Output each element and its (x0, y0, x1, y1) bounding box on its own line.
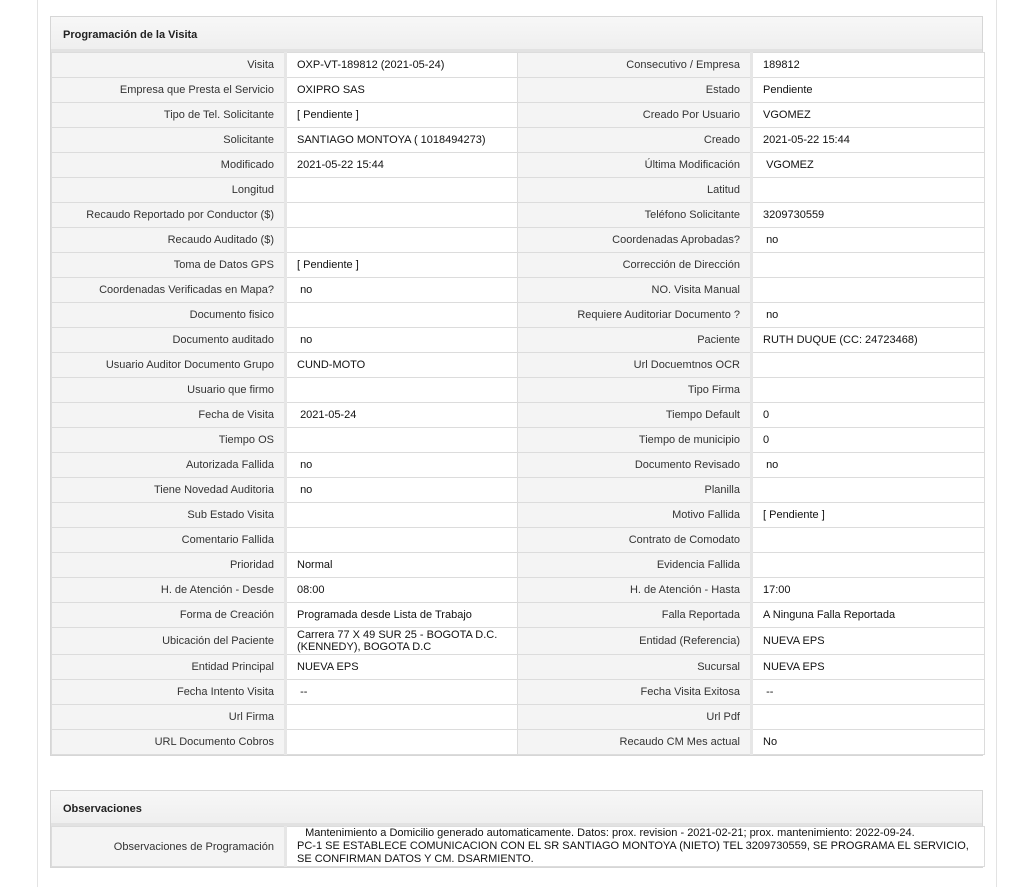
detail-row (52, 178, 985, 203)
field-label: Estado (518, 78, 752, 103)
field-value (286, 303, 518, 328)
field-label: Usuario Auditor Documento Grupo (52, 353, 286, 378)
field-value: NUEVA EPS (286, 655, 518, 680)
field-label: Ubicación del Paciente (52, 628, 286, 655)
field-value (286, 203, 518, 228)
field-value (752, 705, 985, 730)
field-value: VGOMEZ (752, 103, 985, 128)
detail-row (52, 578, 985, 603)
detail-row (52, 53, 985, 78)
field-value (752, 528, 985, 553)
field-label: Url Pdf (518, 705, 752, 730)
field-label: Prioridad (52, 553, 286, 578)
field-label: Usuario que firmo (52, 378, 286, 403)
field-label: Planilla (518, 478, 752, 503)
field-label: Paciente (518, 328, 752, 353)
field-value: no (286, 478, 518, 503)
detail-row (52, 128, 985, 153)
field-value (286, 178, 518, 203)
field-label: Tipo Firma (518, 378, 752, 403)
detail-row (52, 680, 985, 705)
field-value: no (752, 453, 985, 478)
field-label: Motivo Fallida (518, 503, 752, 528)
field-label: Entidad Principal (52, 655, 286, 680)
field-label: Tipo de Tel. Solicitante (52, 103, 286, 128)
field-value: 189812 (752, 53, 985, 78)
field-label: Entidad (Referencia) (518, 628, 752, 655)
field-value: NUEVA EPS (752, 655, 985, 680)
field-label: Empresa que Presta el Servicio (52, 78, 286, 103)
observations-line-note: PC-1 SE ESTABLECE COMUNICACION CON EL SR SANTIAGO MONTOYA (NIETO) TEL 3209730559, SE PROGRAMA EL SERVICIO, SE CONFIRMAN DATOS Y CM. DSARMIENTO. (297, 840, 969, 865)
field-label: Documento Revisado (518, 453, 752, 478)
field-value: 2021-05-24 (286, 403, 518, 428)
field-value (286, 378, 518, 403)
field-label: Creado Por Usuario (518, 103, 752, 128)
visit-schedule-title: Programación de la Visita (51, 17, 982, 52)
visit-details-table (51, 52, 985, 755)
field-value: SANTIAGO MONTOYA ( 1018494273) (286, 128, 518, 153)
field-value: [ Pendiente ] (752, 503, 985, 528)
detail-row (52, 103, 985, 128)
field-label: Coordenadas Aprobadas? (518, 228, 752, 253)
field-value: [ Pendiente ] (286, 253, 518, 278)
field-value: 2021-05-22 15:44 (752, 128, 985, 153)
field-value: RUTH DUQUE (CC: 24723468) (752, 328, 985, 353)
detail-row (52, 603, 985, 628)
observations-table (51, 826, 985, 867)
detail-row (52, 628, 985, 655)
field-value (286, 705, 518, 730)
detail-row (52, 403, 985, 428)
field-value (752, 553, 985, 578)
field-label: H. de Atención - Desde (52, 578, 286, 603)
field-label: Recaudo Reportado por Conductor ($) (52, 203, 286, 228)
field-label: Fecha de Visita (52, 403, 286, 428)
field-label: URL Documento Cobros (52, 730, 286, 755)
detail-row (52, 453, 985, 478)
detail-row (52, 730, 985, 755)
field-label: Comentario Fallida (52, 528, 286, 553)
field-label: Teléfono Solicitante (518, 203, 752, 228)
field-label: Corrección de Dirección (518, 253, 752, 278)
field-value (752, 253, 985, 278)
field-label: Sub Estado Visita (52, 503, 286, 528)
field-value: no (286, 328, 518, 353)
detail-row (52, 478, 985, 503)
detail-row (52, 303, 985, 328)
observations-label: Observaciones de Programación (52, 827, 286, 867)
field-label: H. de Atención - Hasta (518, 578, 752, 603)
field-label: Contrato de Comodato (518, 528, 752, 553)
field-label: Solicitante (52, 128, 286, 153)
field-value: OXIPRO SAS (286, 78, 518, 103)
field-label: Fecha Visita Exitosa (518, 680, 752, 705)
field-label: NO. Visita Manual (518, 278, 752, 303)
field-value: 08:00 (286, 578, 518, 603)
field-label: Última Modificación (518, 153, 752, 178)
field-value: 17:00 (752, 578, 985, 603)
field-value: No (752, 730, 985, 755)
field-label: Consecutivo / Empresa (518, 53, 752, 78)
field-value: CUND-MOTO (286, 353, 518, 378)
field-label: Fecha Intento Visita (52, 680, 286, 705)
field-label: Requiere Auditoriar Documento ? (518, 303, 752, 328)
observations-value (286, 827, 985, 867)
field-label: Url Docuemtnos OCR (518, 353, 752, 378)
field-value: A Ninguna Falla Reportada (752, 603, 985, 628)
field-value (752, 353, 985, 378)
field-value: 0 (752, 428, 985, 453)
field-value: -- (286, 680, 518, 705)
field-label: Documento fisico (52, 303, 286, 328)
field-label: Recaudo Auditado ($) (52, 228, 286, 253)
field-label: Creado (518, 128, 752, 153)
field-value: [ Pendiente ] (286, 103, 518, 128)
field-label: Longitud (52, 178, 286, 203)
field-label: Tiene Novedad Auditoria (52, 478, 286, 503)
detail-row (52, 203, 985, 228)
field-label: Sucursal (518, 655, 752, 680)
field-value: OXP-VT-189812 (2021-05-24) (286, 53, 518, 78)
observations-row (52, 827, 985, 867)
field-value: 3209730559 (752, 203, 985, 228)
field-value: VGOMEZ (752, 153, 985, 178)
field-label: Falla Reportada (518, 603, 752, 628)
field-label: Recaudo CM Mes actual (518, 730, 752, 755)
field-label: Tiempo Default (518, 403, 752, 428)
detail-row (52, 528, 985, 553)
detail-row (52, 378, 985, 403)
field-value: Carrera 77 X 49 SUR 25 - BOGOTA D.C. (KENNEDY), BOGOTA D.C (286, 628, 518, 655)
detail-row (52, 278, 985, 303)
field-value: Programada desde Lista de Trabajo (286, 603, 518, 628)
visit-schedule-panel (50, 16, 983, 756)
field-value: Pendiente (752, 78, 985, 103)
field-value: Normal (286, 553, 518, 578)
field-value: 0 (752, 403, 985, 428)
field-label: Documento auditado (52, 328, 286, 353)
detail-row (52, 153, 985, 178)
field-label: Toma de Datos GPS (52, 253, 286, 278)
field-value (286, 228, 518, 253)
field-value (752, 178, 985, 203)
field-value (752, 278, 985, 303)
detail-row (52, 503, 985, 528)
field-label: Tiempo OS (52, 428, 286, 453)
detail-row (52, 228, 985, 253)
field-value (286, 503, 518, 528)
detail-row (52, 353, 985, 378)
field-value: no (752, 303, 985, 328)
detail-row (52, 553, 985, 578)
field-value (286, 730, 518, 755)
field-label: Coordenadas Verificadas en Mapa? (52, 278, 286, 303)
field-value (752, 378, 985, 403)
observations-panel (50, 790, 983, 868)
field-label: Url Firma (52, 705, 286, 730)
field-label: Forma de Creación (52, 603, 286, 628)
field-label: Modificado (52, 153, 286, 178)
detail-row (52, 655, 985, 680)
field-value (286, 428, 518, 453)
detail-row (52, 253, 985, 278)
field-label: Autorizada Fallida (52, 453, 286, 478)
field-value: -- (752, 680, 985, 705)
field-value (286, 528, 518, 553)
field-value: 2021-05-22 15:44 (286, 153, 518, 178)
field-label: Visita (52, 53, 286, 78)
field-value: NUEVA EPS (752, 628, 985, 655)
detail-row (52, 428, 985, 453)
field-label: Evidencia Fallida (518, 553, 752, 578)
observations-line-auto: Mantenimiento a Domicilio generado automaticamente. Datos: prox. revision - 2021-02-21; prox. mantenimiento: 2022-09-24. (302, 827, 915, 839)
field-value: no (752, 228, 985, 253)
field-value: no (286, 278, 518, 303)
field-value (752, 478, 985, 503)
observations-title: Observaciones (51, 791, 982, 826)
field-label: Latitud (518, 178, 752, 203)
detail-row (52, 328, 985, 353)
field-value: no (286, 453, 518, 478)
detail-row (52, 705, 985, 730)
field-label: Tiempo de municipio (518, 428, 752, 453)
detail-row (52, 78, 985, 103)
